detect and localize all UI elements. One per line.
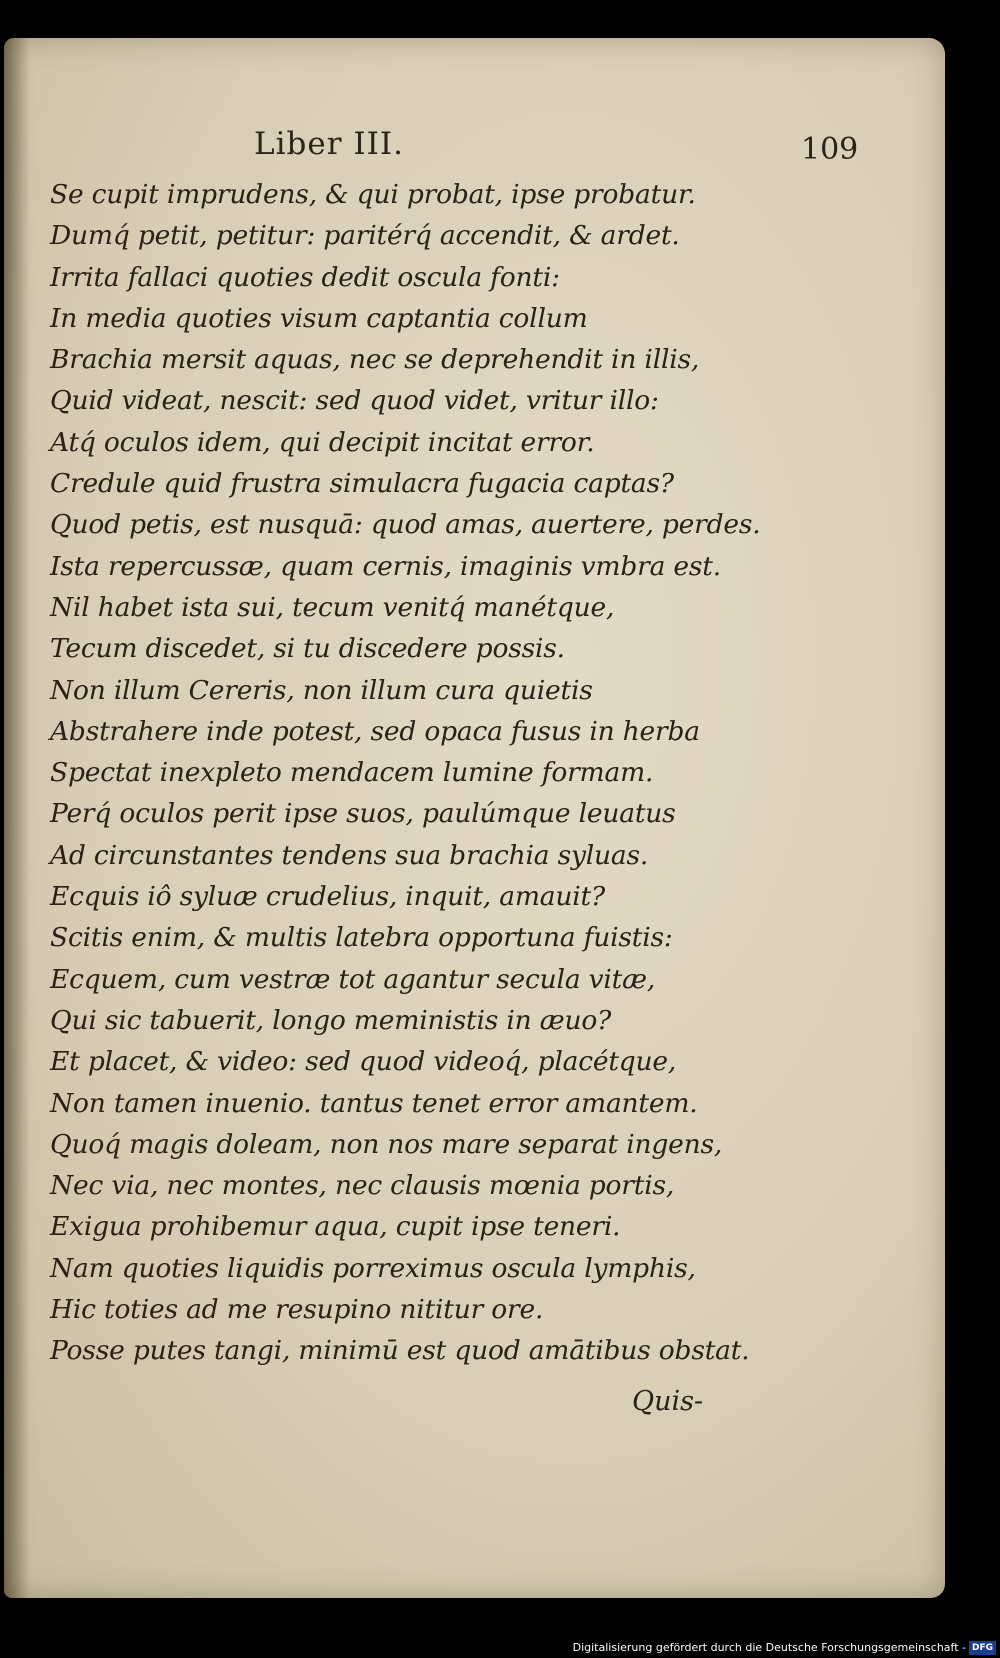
verse-line: Posse putes tangi, minimū est quod amātibus obstat.	[50, 1335, 750, 1367]
verse-line: Ad circunstantes tendens sua brachia syluas.	[50, 839, 649, 871]
verse-line: Tecum discedet, si tu discedere possis.	[50, 633, 565, 665]
verse-line: Ista repercussæ, quam cernis, imaginis vmbra est.	[50, 550, 721, 582]
verse-line: Dumq́ petit, petitur: paritérq́ accendit, & ardet.	[50, 220, 680, 252]
running-head: Liber III.	[254, 126, 404, 162]
catchword: Quis-	[632, 1386, 704, 1417]
verse-block	[50, 174, 790, 1372]
verse-line: Et placet, & video: sed quod videoq́, placétque,	[50, 1046, 677, 1078]
verse-line: Nam quoties liquidis porreximus oscula lymphis,	[50, 1252, 696, 1284]
verse-line: Perq́ oculos perit ipse suos, paulúmque leuatus	[50, 798, 676, 830]
verse-line: Scitis enim, & multis latebra opportuna fuistis:	[50, 922, 673, 954]
page-spine-shadow	[4, 38, 30, 1598]
verse-line: Ecquem, cum vestræ tot agantur secula vitæ,	[50, 963, 656, 995]
verse-line: Non tamen inuenio. tantus tenet error amantem.	[50, 1087, 698, 1119]
verse-line: Se cupit imprudens, & qui probat, ipse probatur.	[50, 179, 696, 210]
page-number: 109	[801, 132, 859, 167]
verse-line: Atq́ oculos idem, qui decipit incitat error.	[50, 426, 595, 458]
verse-line: Exigua prohibemur aqua, cupit ipse teneri.	[50, 1211, 621, 1243]
verse-line: Abstrahere inde potest, sed opaca fusus in herba	[50, 715, 700, 747]
book-page	[4, 38, 945, 1598]
dfg-logo: DFG	[969, 1641, 996, 1655]
verse-line: Credule quid frustra simulacra fugacia captas?	[50, 468, 674, 500]
verse-line: Qui sic tabuerit, longo meministis in æuo?	[50, 1004, 612, 1036]
verse-line: Quid videat, nescit: sed quod videt, vritur illo:	[50, 385, 659, 417]
verse-line: Quoq́ magis doleam, non nos mare separat ingens,	[50, 1128, 723, 1160]
verse-line: Hic toties ad me resupino nititur ore.	[50, 1294, 544, 1326]
verse-line: Nil habet ista sui, tecum venitq́ manétque,	[50, 591, 615, 623]
verse-line: Nec via, nec montes, nec clausis mœnia portis,	[50, 1170, 675, 1202]
verse-line: Ecquis iô syluæ crudelius, inquit, amauit?	[50, 881, 605, 913]
digitization-credit: Digitalisierung gefördert durch die Deutsche Forschungsgemeinschaft -	[572, 1641, 966, 1654]
verse-line: Spectat inexpleto mendacem lumine formam.	[50, 757, 654, 789]
verse-line: Irrita fallaci quoties dedit oscula fonti:	[50, 261, 560, 293]
verse-line: Brachia mersit aquas, nec se deprehendit in illis,	[50, 344, 700, 376]
verse-line: In media quoties visum captantia collum	[50, 302, 588, 334]
verse-line: Quod petis, est nusquā: quod amas, auertere, perdes.	[50, 509, 761, 541]
verse-line: Non illum Cereris, non illum cura quietis	[50, 674, 593, 706]
